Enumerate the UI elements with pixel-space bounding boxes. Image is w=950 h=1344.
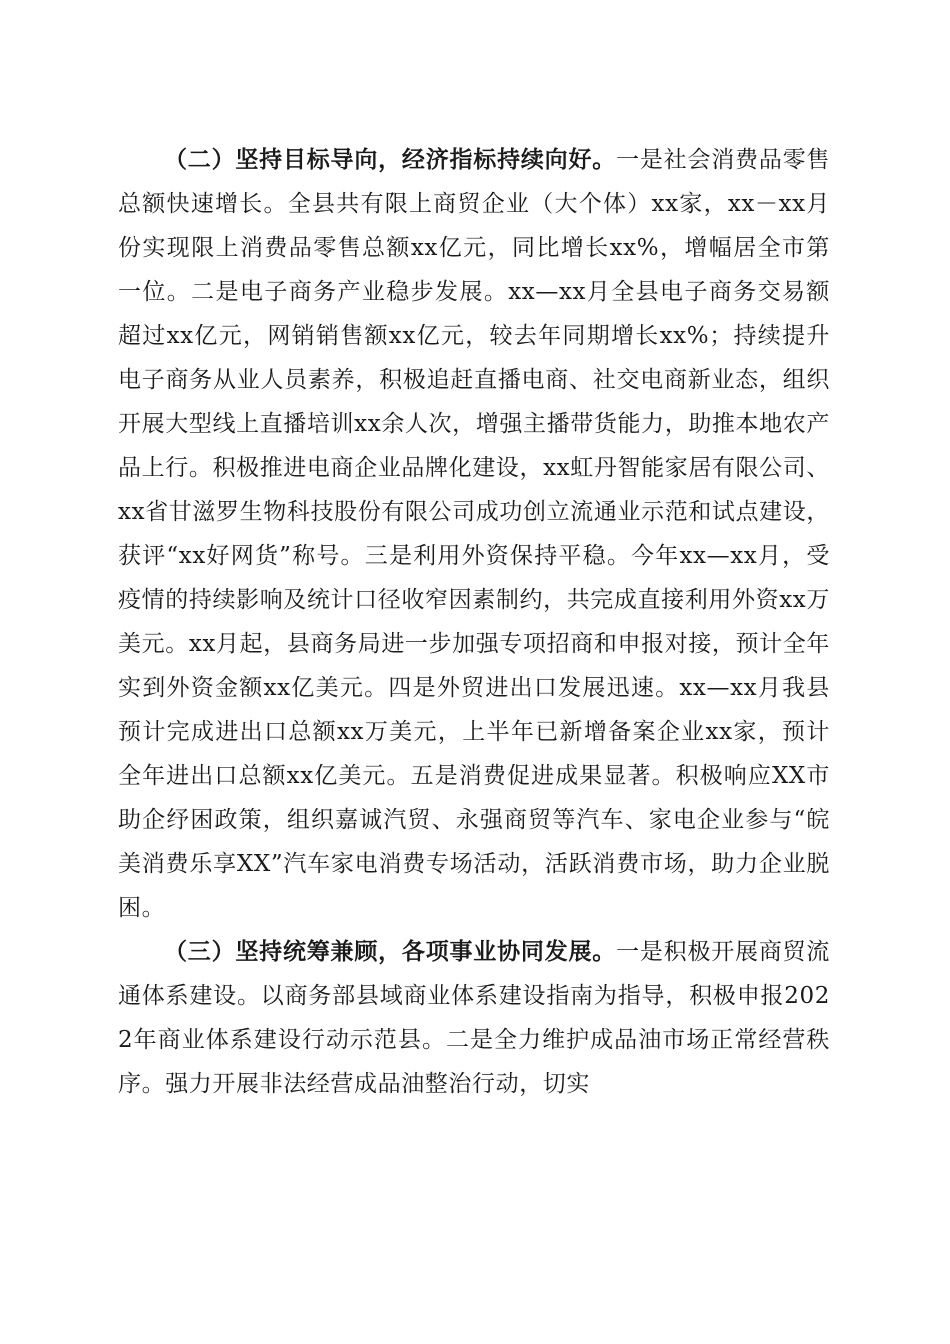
paragraph-coordinated-development	[118, 930, 830, 1106]
paragraph-body: 一是社会消费品零售总额快速增长。全县共有限上商贸企业（大个体）xx家，xx－xx月份实现限上消费品零售总额xx亿元，同比增长xx%，增幅居全市第一位。二是电子商务产业稳步发展。xx—xx月全县电子商务交易额超过xx亿元，网销销售额xx亿元，较去年同期增长xx%；持续提升电子商务从业人员素养，积极追赶直播电商、社交电商新业态，组织开展大型线上直播培训xx余人次，增强主播带货能力，助推本地农产品上行。积极推进电商企业品牌化建设，xx虹丹智能家居有限公司、xx省甘滋罗生物科技股份有限公司成功创立流通业示范和试点建设，获评“xx好网货”称号。三是利用外资保持平稳。今年xx—xx月，受疫情的持续影响及统计口径收窄因素制约，共完成直接利用外资xx万美元。xx月起，县商务局进一步加强专项招商和申报对接，预计全年实到外资金额xx亿美元。四是外贸进出口发展迅速。xx—xx月我县预计完成进出口总额xx万美元，上半年已新增备案企业xx家，预计全年进出口总额xx亿美元。五是消费促进成果显著。积极响应XX市助企纾困政策，组织嘉诚汽贸、永强商贸等汽车、家电企业参与“皖美消费乐享XX”汽车家电消费专场活动，活跃消费市场，助力企业脱困。	[118, 147, 830, 921]
paragraph-heading: （二）坚持目标导向，经济指标持续向好。	[164, 146, 617, 173]
paragraph-economic-indicators	[118, 138, 830, 930]
paragraph-body: 一是积极开展商贸流通体系建设。以商务部县域商业体系建设指南为指导，积极申报2022年商业体系建设行动示范县。二是全力维护成品油市场正常经营秩序。强力开展非法经营成品油整治行动，切实	[118, 939, 830, 1097]
document-page	[118, 138, 830, 1106]
paragraph-heading: （三）坚持统筹兼顾，各项事业协同发展。	[164, 938, 617, 965]
